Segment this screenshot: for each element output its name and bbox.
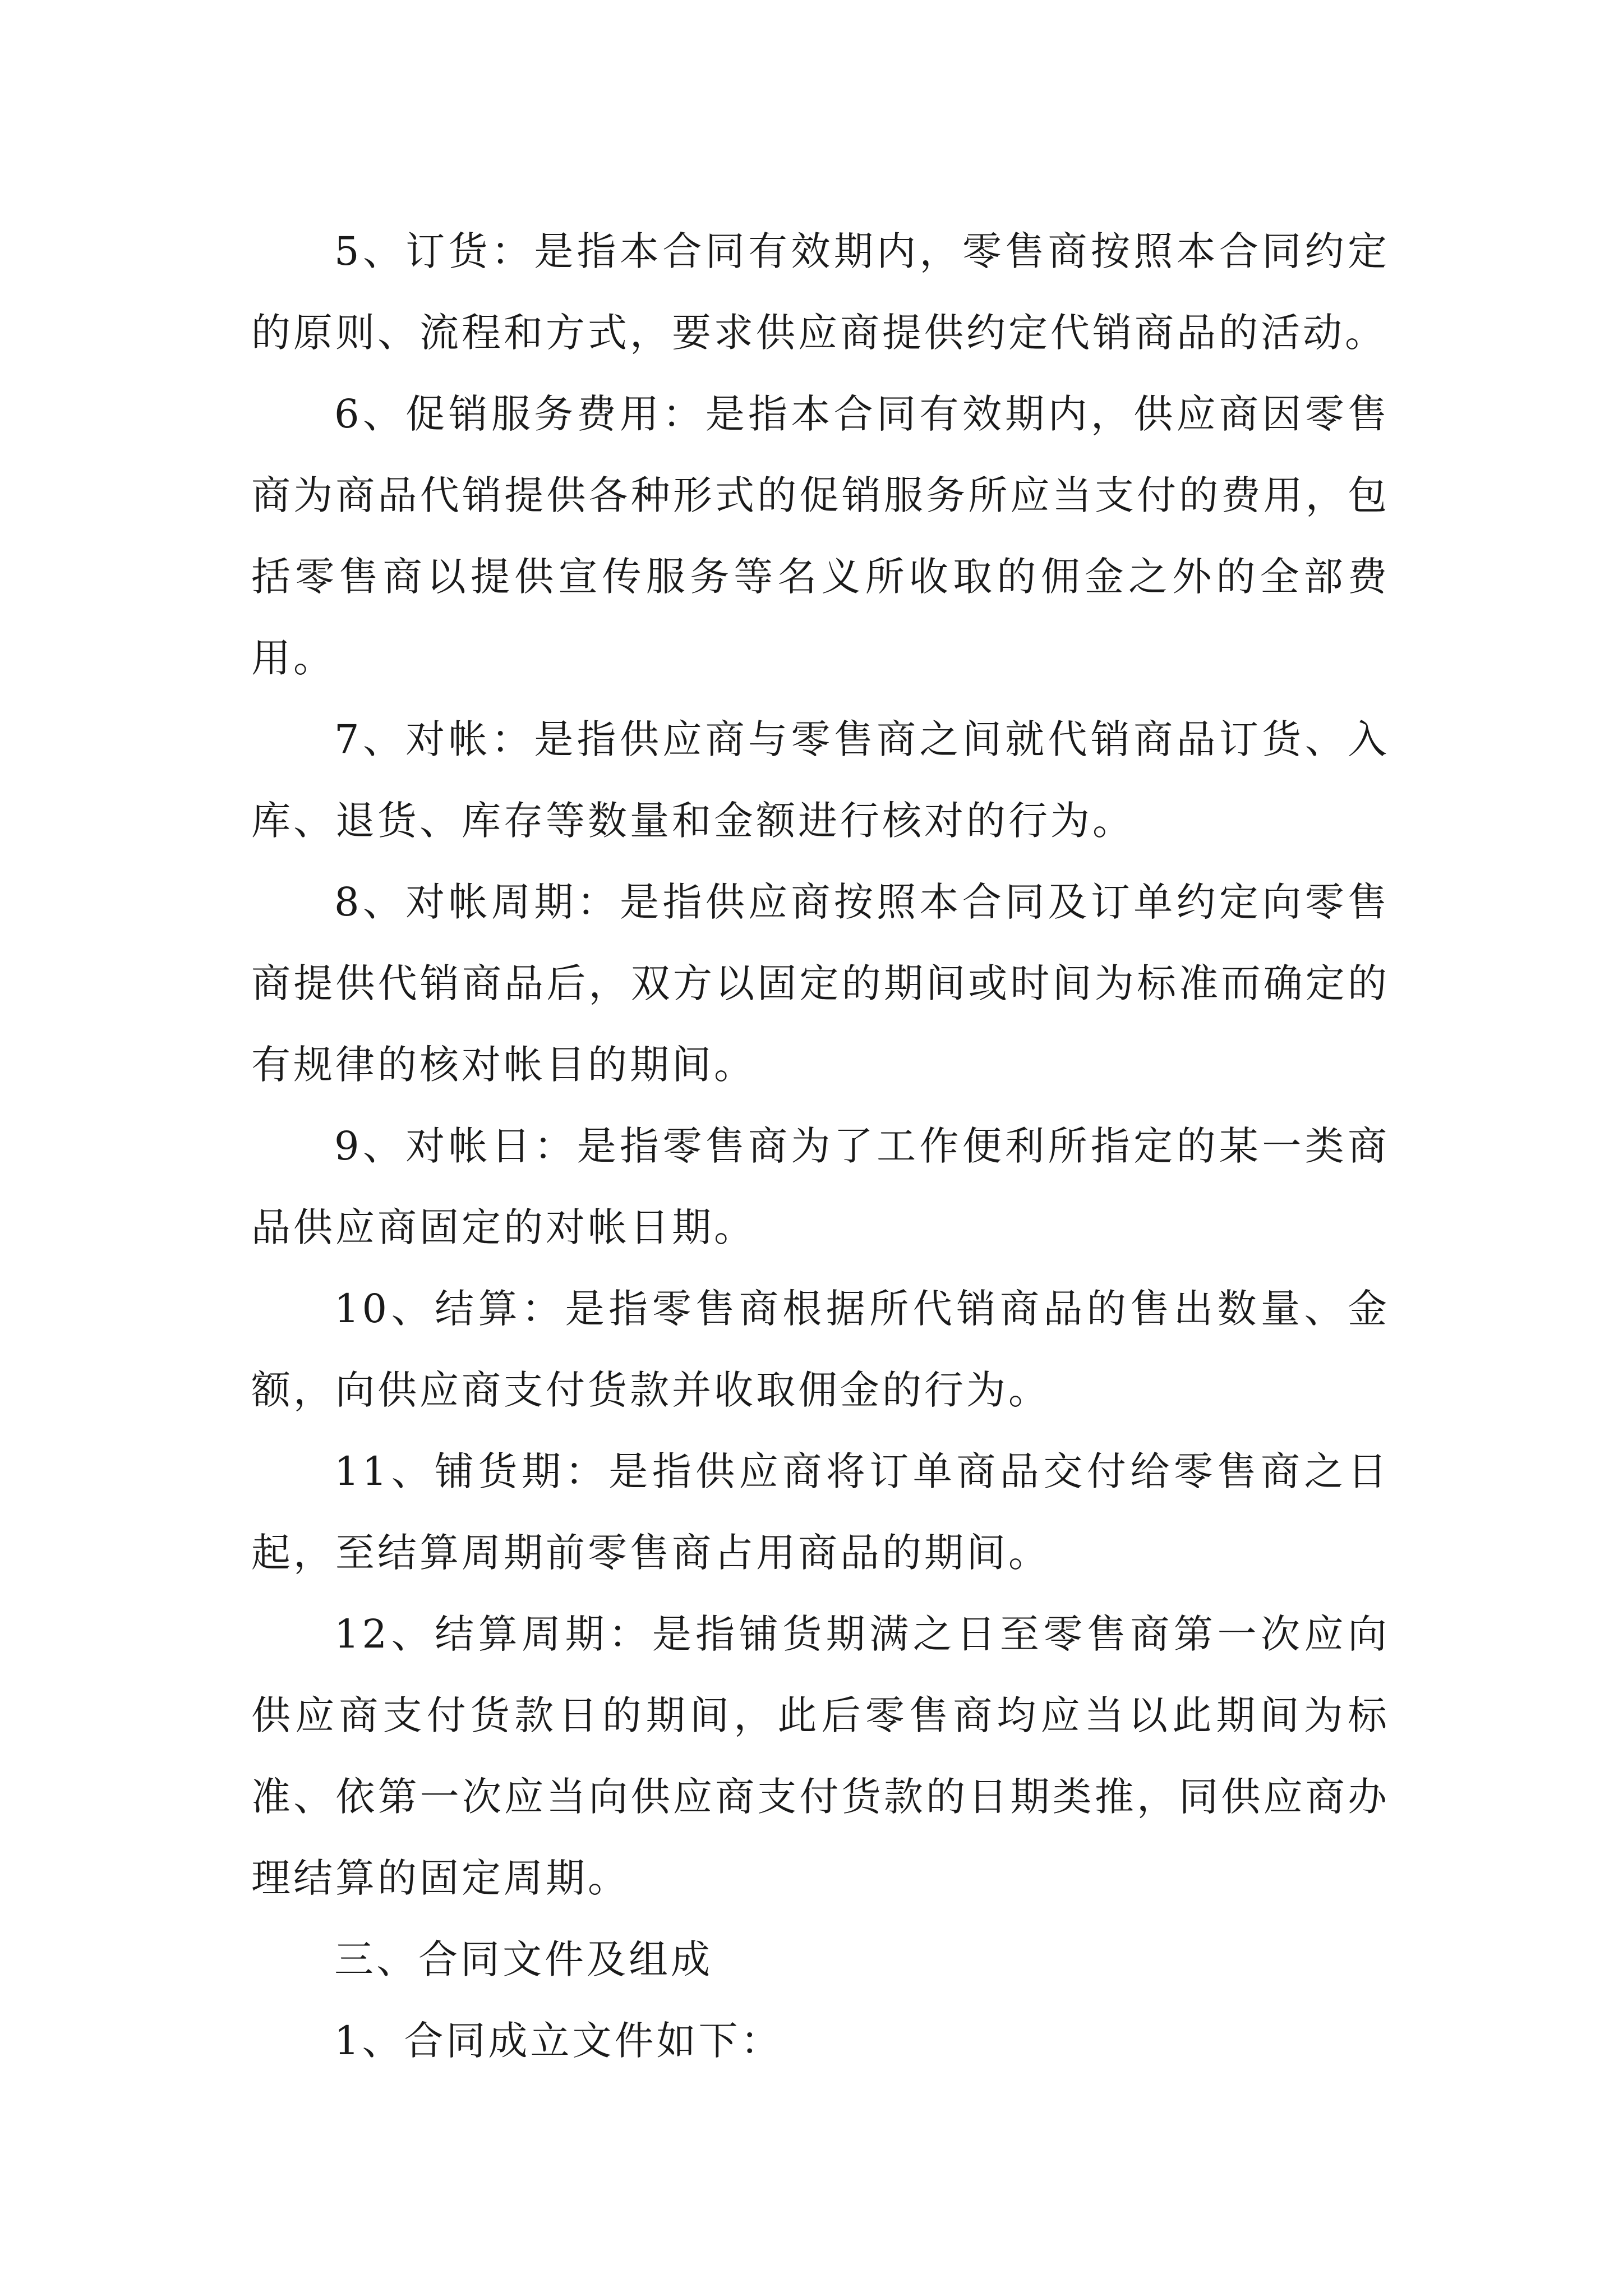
- clause-6-promotion-fees: 6、促销服务费用：是指本合同有效期内，供应商因零售商为商品代销提供各种形式的促销服务所应当支付的费用，包括零售商以提供宣传服务等名义所收取的佣金之外的全部费用。: [251, 391, 1390, 681]
- clause-5-ordering: 5、订货：是指本合同有效期内，零售商按照本合同约定的原则、流程和方式，要求供应商提供约定代销商品的活动。: [251, 228, 1390, 356]
- clause-9-reconciliation-day: 9、对帐日：是指零售商为了工作便利所指定的某一类商品供应商固定的对帐日期。: [251, 1123, 1390, 1250]
- clause-10-settlement: 10、结算：是指零售商根据所代销商品的售出数量、金额，向供应商支付货款并收取佣金的行为。: [251, 1286, 1390, 1413]
- clause-7-reconciliation: 7、对帐：是指供应商与零售商之间就代销商品订货、入库、退货、库存等数量和金额进行核对的行为。: [251, 716, 1390, 844]
- document-body: [251, 211, 1390, 2082]
- clause-12-settlement-period: 12、结算周期：是指铺货期满之日至零售商第一次应向供应商支付货款日的期间，此后零售商均应当以此期间为标准、依第一次应当向供应商支付货款的日期类推，同供应商办理结算的固定周期。: [251, 1611, 1390, 1901]
- clause-1-contract-documents: 1、合同成立文件如下：: [334, 2018, 783, 2064]
- section-heading-contract-documents: 三、合同文件及组成: [334, 1936, 713, 1982]
- clause-11-stocking-period: 11、铺货期：是指供应商将订单商品交付给零售商之日起，至结算周期前零售商占用商品的期间。: [251, 1448, 1390, 1576]
- clause-8-reconciliation-period: 8、对帐周期：是指供应商按照本合同及订单约定向零售商提供代销商品后，双方以固定的期间或时间为标准而确定的有规律的核对帐目的期间。: [251, 879, 1390, 1088]
